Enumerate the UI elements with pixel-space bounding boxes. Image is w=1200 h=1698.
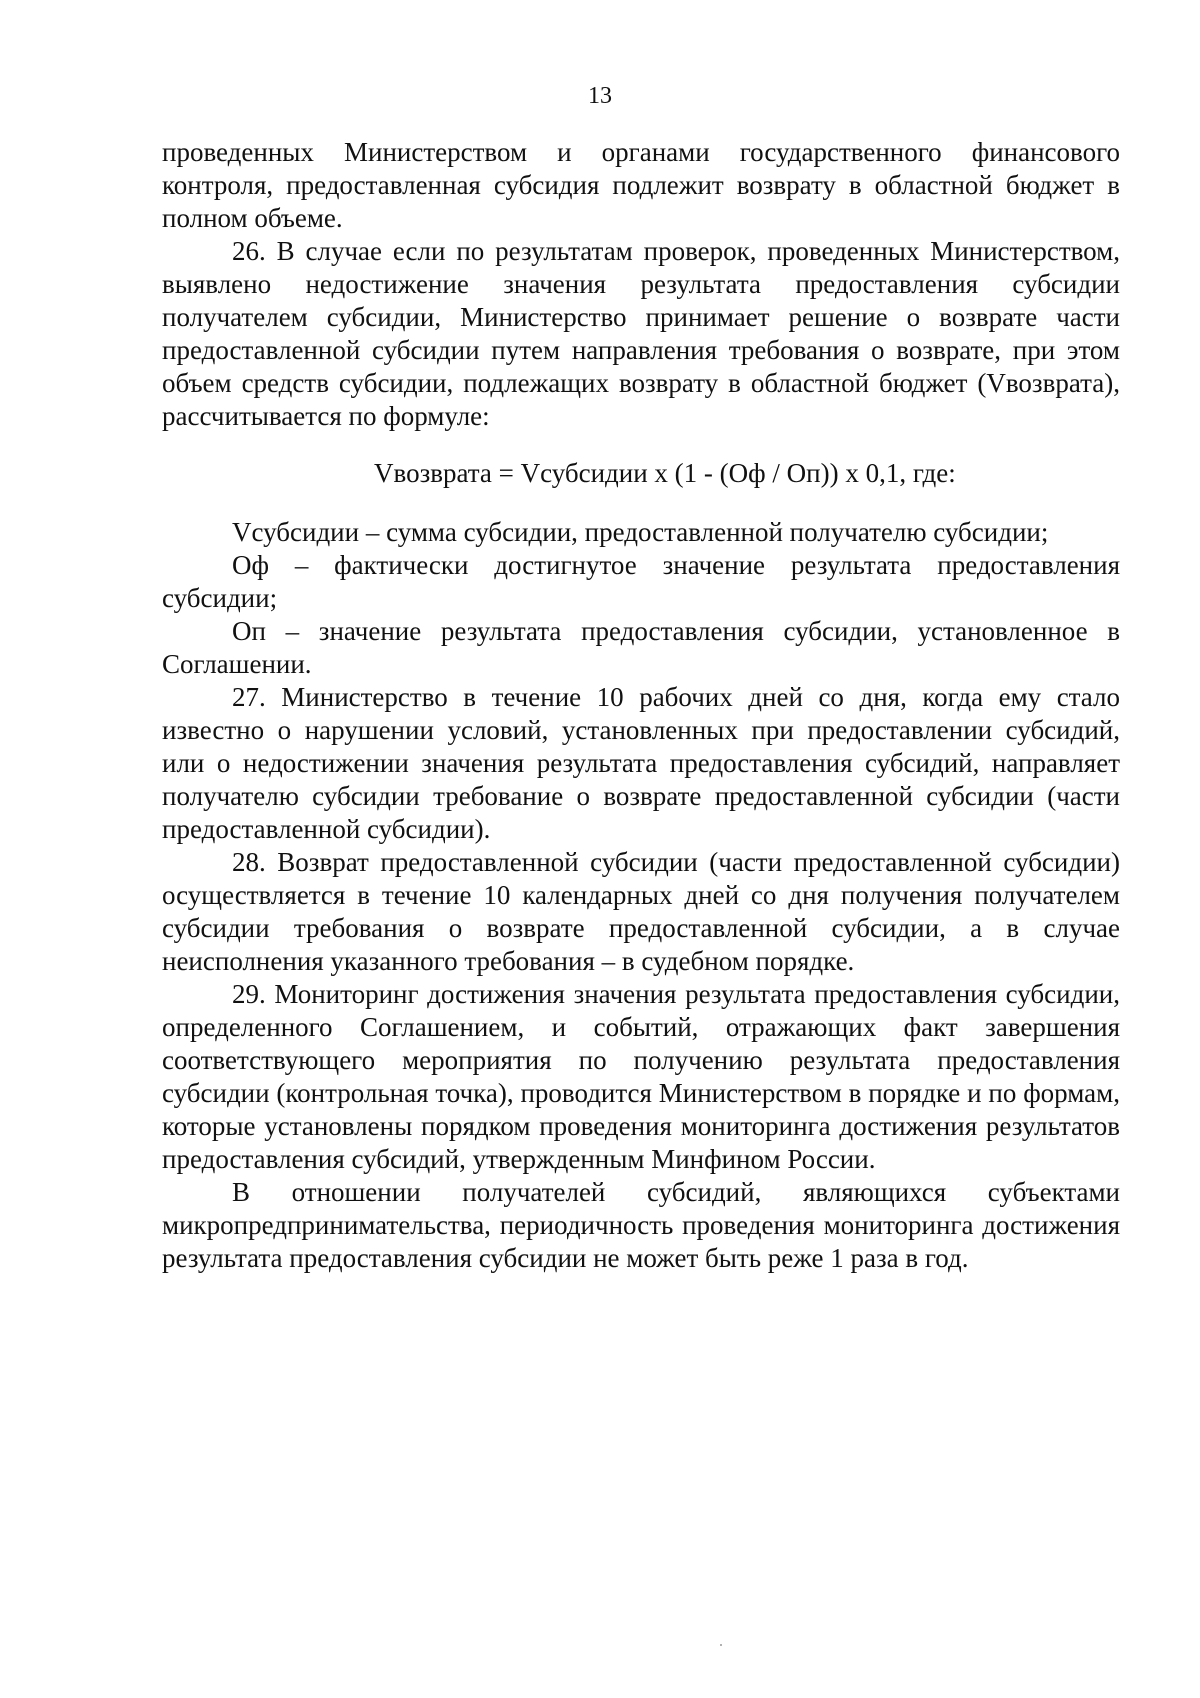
formula: Vвозврата = Vсубсидии x (1 - (Оф / Оп)) x 0,1, где: bbox=[374, 458, 956, 488]
scan-speck bbox=[720, 1644, 722, 1646]
definition-v-subsidy: Vсубсидии – сумма субсидии, предоставленной получателю субсидии; bbox=[232, 517, 1049, 547]
paragraph-27: 27. Министерство в течение 10 рабочих дней со дня, когда ему стало известно о нарушении условий, установленных при предоставлении субсидий, или о недостижении значения результата предоставления субсидий, направляет получателю субсидии требование о возврате предоставленной субсидии (части предоставленной субсидии). bbox=[162, 682, 1120, 844]
definition-op: Оп – значение результата предоставления субсидии, установленное в Соглашении. bbox=[162, 616, 1120, 679]
paragraph-26: 26. В случае если по результатам проверок, проведенных Министерством, выявлено недостижение значения результата предоставления субсидии получателем субсидии, Министерство принимает решение о возврате части предоставленной субсидии путем направления требования о возврате, при этом объем средств субсидии, подлежащих возврату в областной бюджет (Vвозврата), рассчитывается по формуле: bbox=[162, 236, 1120, 431]
paragraph-28: 28. Возврат предоставленной субсидии (части предоставленной субсидии) осуществляется в течение 10 календарных дней со дня получения получателем субсидии требования о возврате предоставленной субсидии, а в случае неисполнения указанного требования – в судебном порядке. bbox=[162, 847, 1120, 976]
paragraph-intro: проведенных Министерством и органами государственного финансового контроля, предоставленная субсидия подлежит возврату в областной бюджет в полном объеме. bbox=[162, 137, 1120, 233]
page-number: 13 bbox=[588, 83, 612, 109]
document-body bbox=[162, 136, 1120, 1275]
paragraph-29-note: В отношении получателей субсидий, являющихся субъектами микропредпринимательства, периодичность проведения мониторинга достижения результата предоставления субсидии не может быть реже 1 раза в год. bbox=[162, 1177, 1120, 1273]
paragraph-29: 29. Мониторинг достижения значения результата предоставления субсидии, определенного Соглашением, и событий, отражающих факт завершения соответствующего мероприятия по получению результата предоставления субсидии (контрольная точка), проводится Министерством в порядке и по формам, которые установлены порядком проведения мониторинга достижения результатов предоставления субсидий, утвержденным Минфином России. bbox=[162, 979, 1120, 1174]
definition-of: Оф – фактически достигнутое значение результата предоставления субсидии; bbox=[162, 550, 1120, 613]
